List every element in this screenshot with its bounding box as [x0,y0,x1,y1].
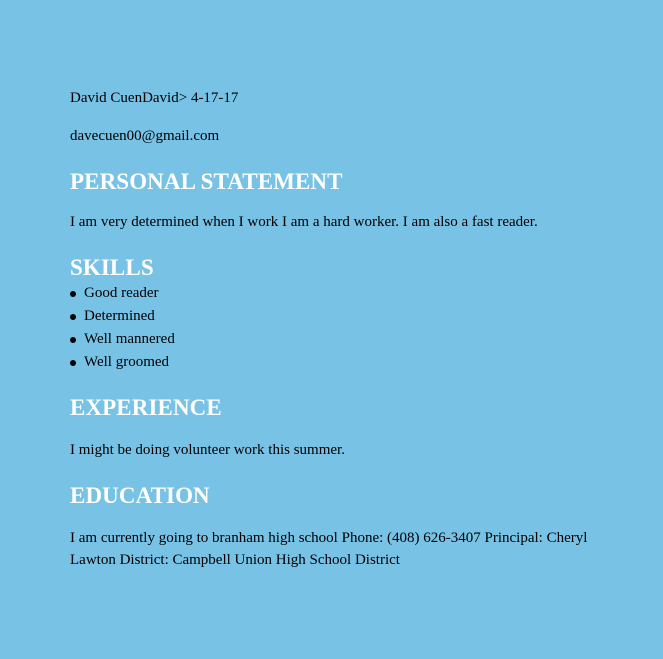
list-item [70,328,633,351]
list-item [70,282,633,305]
experience-text: I might be doing volunteer work this summer. [70,442,345,458]
list-item [70,351,633,374]
personal-statement-text: I am very determined when I work I am a hard worker. I am also a fast reader. [70,214,538,230]
skill-label: Well mannered [84,331,175,347]
bullet-icon [70,360,76,366]
skills-list [70,282,633,374]
bullet-icon [70,291,76,297]
email-address: davecuen00@gmail.com [70,128,220,144]
list-item [70,305,633,328]
skills-heading: SKILLS [70,255,154,280]
skill-label: Good reader [84,285,159,301]
education-heading: EDUCATION [70,483,210,508]
name-date-line: David CuenDavid> 4-17-17 [70,90,239,106]
experience-heading: EXPERIENCE [70,395,222,420]
bullet-icon [70,314,76,320]
skill-label: Well groomed [84,354,170,370]
skill-label: Determined [84,308,155,324]
personal-statement-heading: PERSONAL STATEMENT [70,169,343,194]
bullet-icon [70,337,76,343]
education-text: I am currently going to branham high school Phone: (408) 626-3407 Principal: Cheryl Lawton District: Campbell Union High School District [70,530,588,568]
